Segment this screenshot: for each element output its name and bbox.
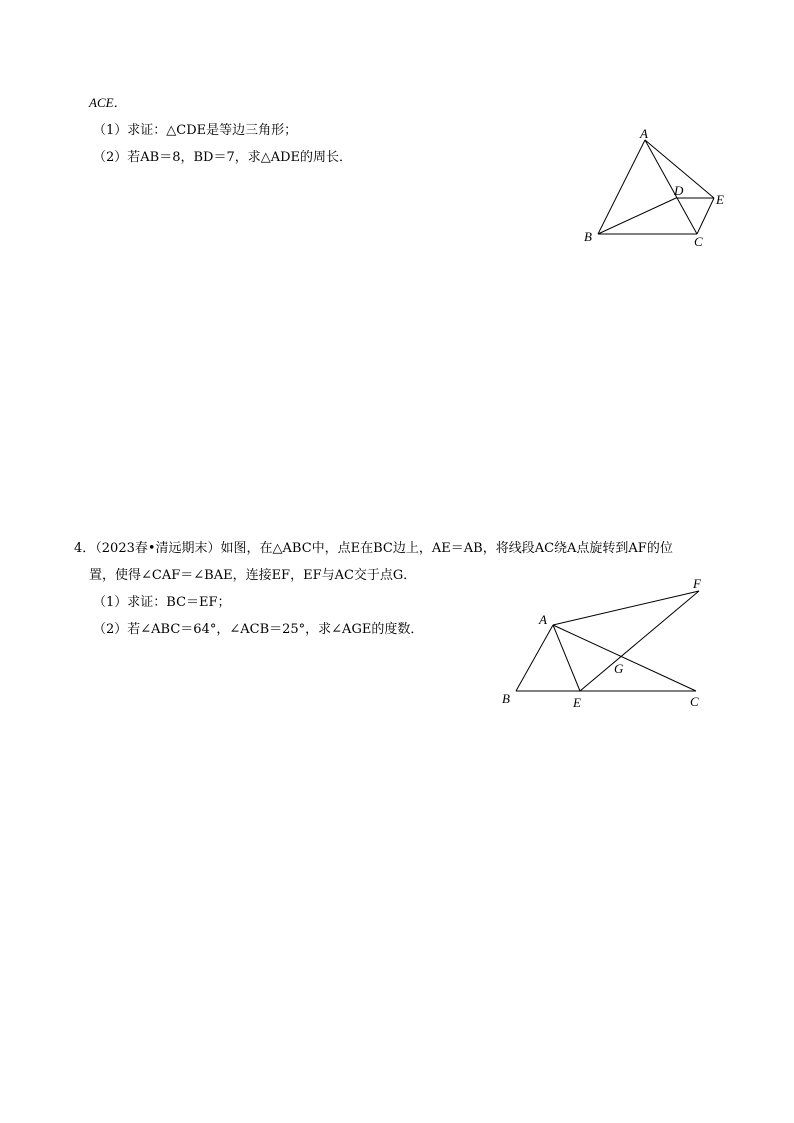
label-A: A: [640, 126, 648, 141]
problem3-question-1: （1）求证：△CDE是等边三角形；: [93, 123, 298, 138]
label-E: E: [716, 192, 724, 207]
label-F: F: [693, 576, 701, 591]
problem3-continuation: ACE．: [89, 95, 127, 110]
label-G: G: [614, 661, 624, 676]
label-B: B: [584, 229, 592, 244]
label-E: E: [573, 695, 581, 710]
label-C: C: [690, 694, 699, 709]
segment-AE: [553, 625, 580, 691]
problem4-question-2: （2）若∠ABC＝64°，∠ACB＝25°，求∠AGE的度数．: [93, 622, 424, 637]
segment-EF: [580, 591, 699, 691]
problem4-statement-line2: 置，使得∠CAF＝∠BAE，连接EF，EF与AC交于点G．: [89, 568, 417, 583]
segment-AF: [553, 591, 699, 625]
label-B: B: [502, 691, 510, 706]
label-A: A: [539, 612, 547, 627]
problem4-statement-line1: 4．（2023春•清远期末）如图，在△ABC中，点E在BC边上，AE＝AB，将线段AC绕A点旋转到AF的位: [74, 541, 673, 556]
label-D: D: [674, 183, 684, 198]
segment-AC: [553, 625, 696, 691]
problem4-question-1: （1）求证：BC＝EF；: [93, 595, 231, 610]
label-C: C: [694, 234, 703, 249]
segment-AB: [516, 625, 553, 691]
problem3-question-2: （2）若AB＝8，BD＝7，求△ADE的周长．: [93, 150, 353, 165]
